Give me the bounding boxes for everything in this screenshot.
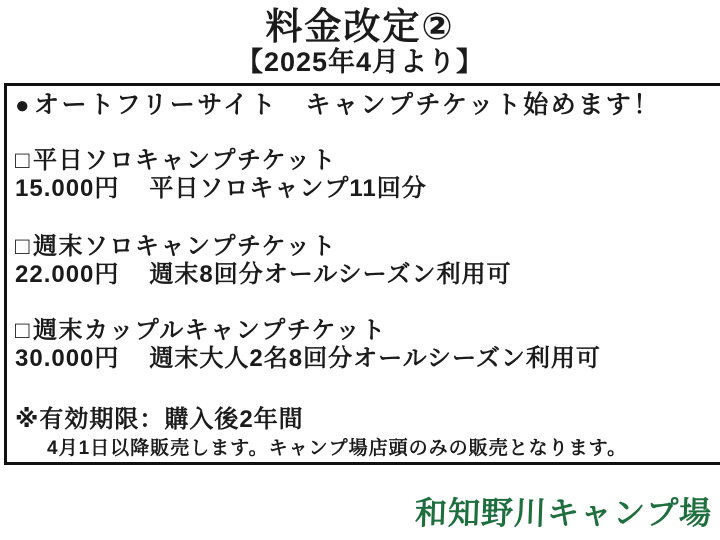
ticket-price-line (15, 261, 715, 289)
checkbox-icon: □ (15, 233, 31, 260)
sales-note: 4月1日以降販売します。キャンプ場店頭のみの販売となります。 (47, 438, 628, 459)
ticket-name: 平日ソロキャンプチケット (33, 147, 337, 174)
ticket-price-line (15, 345, 715, 373)
flyer-header (0, 0, 720, 76)
ticket-detail: 週末大人2名8回分オールシーズン利用可 (149, 345, 601, 372)
page-title: 料金改定② (265, 6, 455, 47)
ticket-price: 22.000円 (15, 261, 120, 288)
ticket-price: 15.000円 (15, 175, 120, 202)
ticket-name-line (15, 317, 715, 345)
ticket-name-line (15, 147, 715, 175)
ticket-detail: 平日ソロキャンプ11回分 (149, 175, 427, 202)
checkbox-icon: □ (15, 317, 31, 344)
notice-headline-text: オートフリーサイト キャンプチケット始めます！ (34, 91, 661, 119)
ticket-name-line (15, 233, 715, 261)
ticket-name: 週末ソロキャンプチケット (33, 233, 337, 260)
expiry-note: ※有効期限：購入後2年間 (15, 406, 304, 433)
campsite-logo: 和知野川キャンプ場 (414, 495, 713, 531)
ticket-section-weekday-solo (15, 147, 715, 203)
ticket-price-line (15, 175, 715, 203)
page-subtitle: 【2025年4月より】 (235, 47, 485, 77)
ticket-section-weekend-couple (15, 317, 715, 373)
checkbox-icon: □ (15, 147, 31, 174)
bullet-icon: ● (15, 92, 32, 119)
notice-box (4, 83, 720, 465)
ticket-detail: 週末8回分オールシーズン利用可 (149, 261, 512, 288)
ticket-name: 週末カップルキャンプチケット (33, 317, 387, 344)
ticket-section-weekend-solo (15, 233, 715, 289)
notice-headline (15, 90, 715, 121)
ticket-price: 30.000円 (15, 345, 120, 372)
